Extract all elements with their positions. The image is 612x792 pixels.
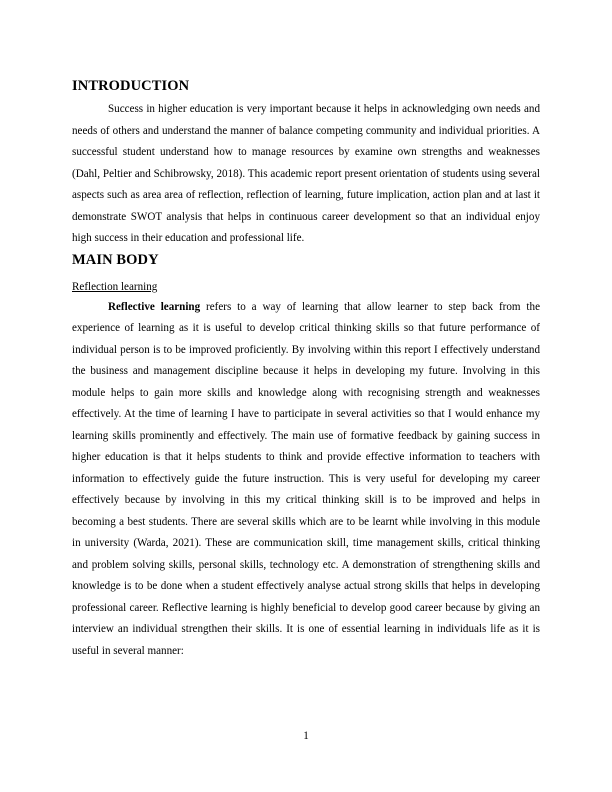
reflection-learning-subheading: Reflection learning [72,280,158,293]
reflective-learning-term: Reflective learning [108,300,201,313]
reflection-learning-paragraph [72,297,540,663]
reflection-learning-text: refers to a way of learning that allow learner to step back from the experience of learning as it is useful to develop critical thinking skills so that future performance of individual person is to be improved proficiently. By involving within this report I effectively understand the business and management discipline because it helps in developing my future. Involving in this module helps to gain more skills and knowledge along with recognising strength and weaknesses effectively. At the time of learning I have to participate in several activities so that I would enhance my learning skills prominently and effectively. The main use of formative feedback by gaining success in higher education is that it helps students to think and provide effective information to teachers with information to effectively guide the future instruction. This is very useful for developing my career effectively because by involving in this my critical thinking skill is to be improved and helps in becoming a best students. There are several skills which are to be learnt while involving in this module in university (Warda, 2021). These are communication skill, time management skills, critical thinking and problem solving skills, personal skills, technology etc. A demonstration of strengthening skills and knowledge is to be done when a student effectively analyse actual strong skills that helps in developing professional career. Reflective learning is highly beneficial to develop good career because by giving an interview an individual strengthen their skills. It is one of essential learning in individuals life as it is useful in several manner: [72,300,540,657]
page-number: 1 [303,730,309,742]
introduction-heading: INTRODUCTION [72,78,190,94]
document-page [72,76,540,662]
main-body-heading: MAIN BODY [72,251,159,268]
introduction-paragraph: Success in higher education is very important because it helps in acknowledging own needs and needs of others and understand the manner of balance competing community and individual priorities. A successful student understand how to manage resources by examine own strengths and weaknesses (Dahl, Peltier and Schibrowsky, 2018). This academic report present orientation of students using several aspects such as area area of reflection, reflection of learning, future implication, action plan and at last it demonstrate SWOT analysis that helps in continuous career development so that an individual enjoy high success in their education and professional life. [72,103,540,244]
